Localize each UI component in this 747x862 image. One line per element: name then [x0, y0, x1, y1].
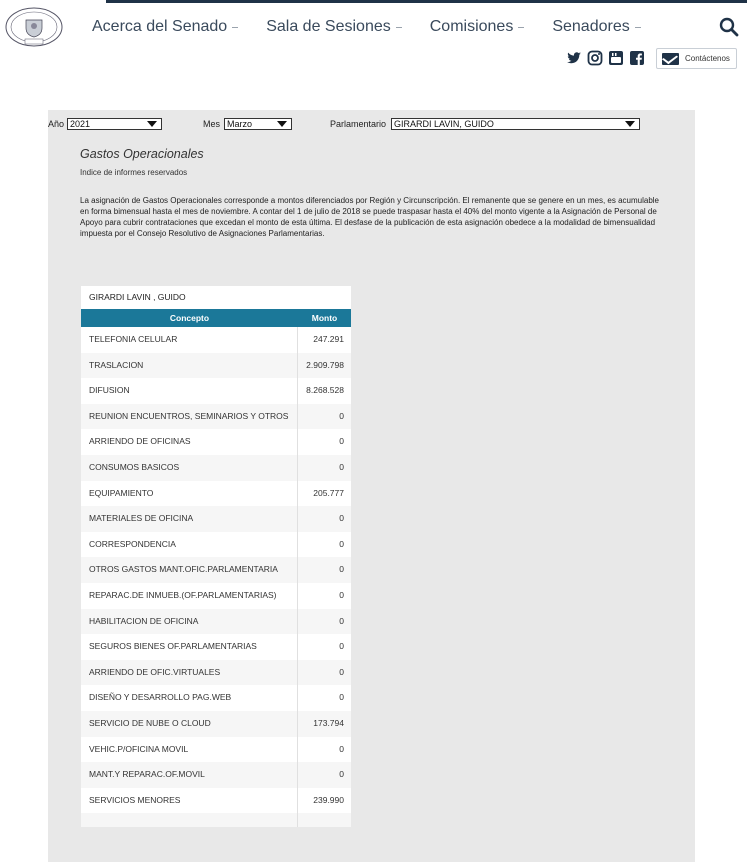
concept-cell: EQUIPAMIENTO [81, 481, 298, 507]
table-row [81, 404, 351, 430]
nav-label: Sala de Sesiones [266, 18, 391, 35]
table-row [81, 737, 351, 763]
table-row [81, 455, 351, 481]
content-panel [48, 110, 695, 862]
filter-bar [48, 118, 698, 132]
envelope-icon [662, 53, 679, 65]
contact-label: Contáctenos [685, 54, 730, 63]
amount-cell: 0 [339, 410, 344, 421]
dropdown-arrow-icon [625, 121, 635, 127]
concept-cell: VEHIC.P/OFICINA MOVIL [81, 737, 298, 763]
instagram-icon[interactable] [587, 50, 603, 66]
table-row [81, 685, 351, 711]
amount-cell: 0 [339, 589, 344, 600]
member-select[interactable] [391, 118, 640, 130]
chevron-down-icon [396, 25, 402, 31]
member-value: GIRARDI LAVIN, GUIDO [394, 119, 494, 129]
facebook-icon[interactable] [629, 50, 645, 66]
concept-cell: REPARAC.DE INMUEB.(OF.PARLAMENTARIAS) [81, 583, 298, 609]
table-body [81, 327, 351, 813]
concept-cell: ARRIENDO DE OFIC.VIRTUALES [81, 660, 298, 686]
amount-cell: 173.794 [313, 717, 344, 728]
amount-cell: 0 [339, 743, 344, 754]
table-row [81, 532, 351, 558]
twitter-icon[interactable] [566, 50, 582, 66]
senate-logo[interactable] [4, 6, 64, 48]
table-row [81, 378, 351, 404]
year-label: Año [48, 119, 65, 129]
nav-acerca-del-senado[interactable] [92, 18, 238, 36]
table-row [81, 353, 351, 379]
amount-cell: 0 [339, 641, 344, 652]
year-value: 2021 [70, 119, 91, 129]
table-row [81, 557, 351, 583]
contact-button[interactable] [656, 48, 737, 69]
nav-label: Senadores [552, 18, 630, 35]
concept-cell: OTROS GASTOS MANT.OFIC.PARLAMENTARIA [81, 557, 298, 583]
amount-cell: 0 [339, 769, 344, 780]
amount-cell: 239.990 [313, 794, 344, 805]
amount-cell: 0 [339, 461, 344, 472]
amount-cell: 205.777 [313, 487, 344, 498]
nav-label: Acerca del Senado [92, 18, 228, 35]
search-icon[interactable] [719, 17, 739, 37]
table-row [81, 429, 351, 455]
member-label: Parlamentario [330, 119, 387, 129]
page-title: Gastos Operacionales [80, 147, 204, 161]
social-links [566, 50, 650, 66]
concept-cell: REUNION ENCUENTROS, SEMINARIOS Y OTROS [81, 404, 298, 430]
month-select[interactable] [224, 118, 292, 130]
table-header [81, 309, 351, 327]
description-text: La asignación de Gastos Operacionales corresponde a montos diferenciados por Región y Circunscripción. El remanente que se genere en un mes, es acumulable en forma bimensual hasta el mes de noviembre. A contar del 1 de julio de 2018 se puede traspasar hasta el 40% del monto vigente a la Asignación de Personal de Apoyo para cubrir contrataciones que excedan el monto de esta última. El desfase de la publicación de esta asignación obedece a la modalidad de bimensualidad impuesta por el Consejo Resolutivo de Asignaciones Parlamentarias. [80, 196, 659, 238]
month-label: Mes [203, 119, 221, 129]
concept-cell: CONSUMOS BASICOS [81, 455, 298, 481]
amount-cell: 0 [339, 564, 344, 575]
concept-cell: HABILITACION DE OFICINA [81, 609, 298, 635]
dropdown-arrow-icon [147, 121, 157, 127]
table-blank-row [81, 813, 351, 827]
amount-cell: 0 [339, 513, 344, 524]
table-row [81, 583, 351, 609]
column-header-amount: Monto [311, 313, 338, 323]
year-select[interactable] [67, 118, 162, 130]
concept-cell: SERVICIOS MENORES [81, 788, 298, 814]
amount-cell: 0 [339, 692, 344, 703]
dropdown-arrow-icon [277, 121, 287, 127]
table-row [81, 327, 351, 353]
table-row [81, 788, 351, 814]
concept-cell: SEGUROS BIENES OF.PARLAMENTARIAS [81, 634, 298, 660]
nav-comisiones[interactable] [430, 18, 525, 36]
concept-cell: TRASLACION [81, 353, 298, 379]
concept-cell: MANT.Y REPARAC.OF.MOVIL [81, 762, 298, 788]
column-header-concept: Concepto [169, 313, 210, 323]
concept-cell: DISEÑO Y DESARROLLO PAG.WEB [81, 685, 298, 711]
amount-cell: 0 [339, 666, 344, 677]
amount-cell: 0 [339, 436, 344, 447]
amount-cell: 0 [339, 538, 344, 549]
site-header [0, 0, 747, 78]
main-nav [92, 18, 669, 36]
table-row [81, 660, 351, 686]
reserved-reports-link[interactable]: Indice de informes reservados [80, 168, 188, 177]
chevron-down-icon [232, 25, 238, 31]
nav-label: Comisiones [429, 18, 514, 35]
table-row [81, 481, 351, 507]
concept-cell: SERVICIO DE NUBE O CLOUD [81, 711, 298, 737]
youtube-icon[interactable] [608, 50, 624, 66]
concept-cell: CORRESPONDENCIA [81, 532, 298, 558]
table-row [81, 506, 351, 532]
nav-sala-de-sesiones[interactable] [266, 18, 402, 36]
table-member-name: GIRARDI LAVIN , GUIDO [89, 292, 186, 302]
amount-cell: 247.291 [313, 334, 344, 344]
chevron-down-icon [635, 25, 641, 31]
chevron-down-icon [518, 25, 524, 31]
amount-cell: 0 [339, 615, 344, 626]
amount-cell: 2.909.798 [306, 359, 344, 370]
concept-cell: MATERIALES DE OFICINA [81, 506, 298, 532]
nav-senadores[interactable] [552, 18, 640, 36]
concept-cell: DIFUSION [81, 378, 298, 404]
month-value: Marzo [227, 119, 253, 129]
table-row [81, 711, 351, 737]
expenses-table [81, 286, 351, 827]
concept-cell: ARRIENDO DE OFICINAS [81, 429, 298, 455]
table-row [81, 762, 351, 788]
concept-cell: TELEFONIA CELULAR [81, 327, 298, 353]
table-row [81, 609, 351, 635]
amount-cell: 8.268.528 [306, 385, 344, 396]
table-row [81, 634, 351, 660]
